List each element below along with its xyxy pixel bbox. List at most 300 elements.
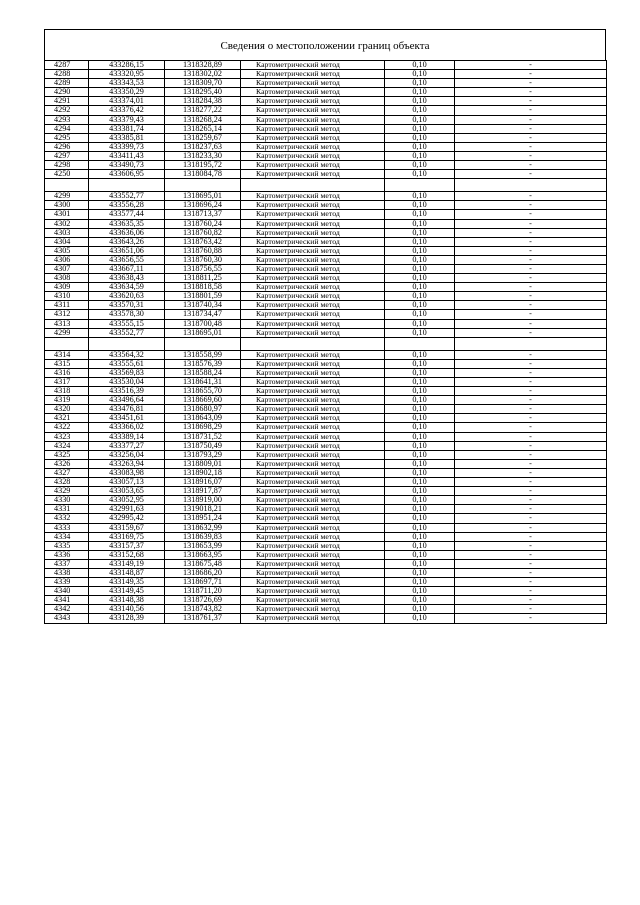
table-row (45, 414, 607, 423)
method-cell: Картометрический метод (241, 505, 385, 514)
method-cell: Картометрический метод (241, 478, 385, 487)
description-cell: - (455, 368, 607, 377)
table-row (45, 210, 607, 219)
point-number-cell: 4325 (45, 450, 89, 459)
method-cell: Картометрический метод (241, 255, 385, 264)
description-cell: - (455, 459, 607, 468)
table-row (45, 142, 607, 151)
x-coordinate-cell: 433530,04 (89, 378, 165, 387)
table-row (45, 201, 607, 210)
accuracy-cell: 0,10 (385, 283, 455, 292)
table-row (45, 450, 607, 459)
method-cell: Картометрический метод (241, 550, 385, 559)
accuracy-cell: 0,10 (385, 505, 455, 514)
description-cell: - (455, 124, 607, 133)
y-coordinate-cell: 1318700,48 (165, 319, 241, 328)
accuracy-cell: 0,10 (385, 237, 455, 246)
table-row (45, 292, 607, 301)
description-cell: - (455, 88, 607, 97)
table-row (45, 487, 607, 496)
accuracy-cell: 0,10 (385, 587, 455, 596)
accuracy-cell: 0,10 (385, 301, 455, 310)
table-row (45, 423, 607, 432)
y-coordinate-cell: 1318818,58 (165, 283, 241, 292)
empty-cell (241, 337, 385, 350)
y-coordinate-cell: 1318951,24 (165, 514, 241, 523)
empty-cell (241, 179, 385, 192)
point-number-cell: 4311 (45, 301, 89, 310)
x-coordinate-cell: 433564,32 (89, 350, 165, 359)
description-cell: - (455, 115, 607, 124)
x-coordinate-cell: 433570,31 (89, 301, 165, 310)
table-row (45, 532, 607, 541)
description-cell: - (455, 587, 607, 596)
table-row (45, 264, 607, 273)
description-cell: - (455, 596, 607, 605)
accuracy-cell: 0,10 (385, 359, 455, 368)
method-cell: Картометрический метод (241, 264, 385, 273)
table-row (45, 328, 607, 337)
description-cell: - (455, 468, 607, 477)
y-coordinate-cell: 1318916,07 (165, 478, 241, 487)
x-coordinate-cell: 433643,26 (89, 237, 165, 246)
accuracy-cell: 0,10 (385, 550, 455, 559)
x-coordinate-cell: 433140,56 (89, 605, 165, 614)
table-row (45, 514, 607, 523)
accuracy-cell: 0,10 (385, 124, 455, 133)
x-coordinate-cell: 433578,30 (89, 310, 165, 319)
x-coordinate-cell: 433343,53 (89, 79, 165, 88)
description-cell: - (455, 237, 607, 246)
table-row (45, 550, 607, 559)
point-number-cell: 4340 (45, 587, 89, 596)
table-row (45, 61, 607, 70)
table-row (45, 368, 607, 377)
point-number-cell: 4324 (45, 441, 89, 450)
y-coordinate-cell: 1318902,18 (165, 468, 241, 477)
description-cell: - (455, 210, 607, 219)
y-coordinate-cell: 1318643,09 (165, 414, 241, 423)
point-number-cell: 4317 (45, 378, 89, 387)
accuracy-cell: 0,10 (385, 228, 455, 237)
method-cell: Картометрический метод (241, 596, 385, 605)
point-number-cell: 4305 (45, 246, 89, 255)
method-cell: Картометрический метод (241, 210, 385, 219)
table-row (45, 505, 607, 514)
description-cell: - (455, 541, 607, 550)
accuracy-cell: 0,10 (385, 568, 455, 577)
description-cell: - (455, 170, 607, 179)
method-cell: Картометрический метод (241, 192, 385, 201)
description-cell: - (455, 246, 607, 255)
accuracy-cell: 0,10 (385, 142, 455, 151)
x-coordinate-cell: 433148,38 (89, 596, 165, 605)
point-number-cell: 4308 (45, 274, 89, 283)
y-coordinate-cell: 1318760,88 (165, 246, 241, 255)
table-row (45, 468, 607, 477)
point-number-cell: 4309 (45, 283, 89, 292)
description-cell: - (455, 378, 607, 387)
table-row (45, 568, 607, 577)
method-cell: Картометрический метод (241, 405, 385, 414)
description-cell: - (455, 142, 607, 151)
empty-cell (455, 337, 607, 350)
table-row (45, 219, 607, 228)
method-cell: Картометрический метод (241, 97, 385, 106)
method-cell: Картометрический метод (241, 559, 385, 568)
accuracy-cell: 0,10 (385, 614, 455, 623)
accuracy-cell: 0,10 (385, 161, 455, 170)
y-coordinate-cell: 1318698,29 (165, 423, 241, 432)
description-cell: - (455, 283, 607, 292)
point-number-cell: 4334 (45, 532, 89, 541)
point-number-cell: 4313 (45, 319, 89, 328)
accuracy-cell: 0,10 (385, 274, 455, 283)
table-row (45, 237, 607, 246)
description-cell: - (455, 192, 607, 201)
y-coordinate-cell: 1318259,67 (165, 133, 241, 142)
accuracy-cell: 0,10 (385, 414, 455, 423)
y-coordinate-cell: 1318302,02 (165, 70, 241, 79)
accuracy-cell: 0,10 (385, 450, 455, 459)
accuracy-cell: 0,10 (385, 605, 455, 614)
point-number-cell: 4292 (45, 106, 89, 115)
description-cell: - (455, 79, 607, 88)
point-number-cell: 4299 (45, 192, 89, 201)
accuracy-cell: 0,10 (385, 459, 455, 468)
point-number-cell: 4338 (45, 568, 89, 577)
method-cell: Картометрический метод (241, 61, 385, 70)
table-row (45, 228, 607, 237)
description-cell: - (455, 532, 607, 541)
accuracy-cell: 0,10 (385, 559, 455, 568)
document-page (44, 29, 606, 624)
point-number-cell: 4328 (45, 478, 89, 487)
method-cell: Картометрический метод (241, 301, 385, 310)
accuracy-cell: 0,10 (385, 532, 455, 541)
separator-row (45, 179, 607, 192)
method-cell: Картометрический метод (241, 614, 385, 623)
accuracy-cell: 0,10 (385, 319, 455, 328)
accuracy-cell: 0,10 (385, 210, 455, 219)
table-row (45, 459, 607, 468)
y-coordinate-cell: 1318740,34 (165, 301, 241, 310)
x-coordinate-cell: 433667,11 (89, 264, 165, 273)
accuracy-cell: 0,10 (385, 387, 455, 396)
description-cell: - (455, 578, 607, 587)
y-coordinate-cell: 1318760,24 (165, 219, 241, 228)
method-cell: Картометрический метод (241, 396, 385, 405)
x-coordinate-cell: 433490,73 (89, 161, 165, 170)
description-cell: - (455, 450, 607, 459)
method-cell: Картометрический метод (241, 487, 385, 496)
point-number-cell: 4297 (45, 151, 89, 160)
empty-cell (385, 337, 455, 350)
x-coordinate-cell: 433374,01 (89, 97, 165, 106)
accuracy-cell: 0,10 (385, 596, 455, 605)
point-number-cell: 4339 (45, 578, 89, 587)
y-coordinate-cell: 1319018,21 (165, 505, 241, 514)
x-coordinate-cell: 433379,43 (89, 115, 165, 124)
table-row (45, 614, 607, 623)
method-cell: Картометрический метод (241, 523, 385, 532)
method-cell: Картометрический метод (241, 459, 385, 468)
table-row (45, 587, 607, 596)
table-row (45, 246, 607, 255)
accuracy-cell: 0,10 (385, 201, 455, 210)
y-coordinate-cell: 1318632,99 (165, 523, 241, 532)
method-cell: Картометрический метод (241, 88, 385, 97)
description-cell: - (455, 550, 607, 559)
description-cell: - (455, 505, 607, 514)
y-coordinate-cell: 1318295,40 (165, 88, 241, 97)
x-coordinate-cell: 433634,59 (89, 283, 165, 292)
description-cell: - (455, 396, 607, 405)
point-number-cell: 4331 (45, 505, 89, 514)
y-coordinate-cell: 1318743,82 (165, 605, 241, 614)
method-cell: Картометрический метод (241, 541, 385, 550)
point-number-cell: 4320 (45, 405, 89, 414)
description-cell: - (455, 301, 607, 310)
y-coordinate-cell: 1318328,89 (165, 61, 241, 70)
point-number-cell: 4332 (45, 514, 89, 523)
table-row (45, 441, 607, 450)
description-cell: - (455, 264, 607, 273)
x-coordinate-cell: 433451,61 (89, 414, 165, 423)
y-coordinate-cell: 1318237,63 (165, 142, 241, 151)
accuracy-cell: 0,10 (385, 514, 455, 523)
x-coordinate-cell: 433149,45 (89, 587, 165, 596)
point-number-cell: 4333 (45, 523, 89, 532)
point-number-cell: 4290 (45, 88, 89, 97)
method-cell: Картометрический метод (241, 219, 385, 228)
method-cell: Картометрический метод (241, 532, 385, 541)
boundary-points-table (44, 60, 607, 624)
point-number-cell: 4322 (45, 423, 89, 432)
y-coordinate-cell: 1318761,37 (165, 614, 241, 623)
table-row (45, 70, 607, 79)
description-cell: - (455, 387, 607, 396)
accuracy-cell: 0,10 (385, 350, 455, 359)
y-coordinate-cell: 1318696,24 (165, 201, 241, 210)
x-coordinate-cell: 433636,06 (89, 228, 165, 237)
point-number-cell: 4299 (45, 328, 89, 337)
x-coordinate-cell: 433149,35 (89, 578, 165, 587)
x-coordinate-cell: 433149,19 (89, 559, 165, 568)
table-row (45, 319, 607, 328)
y-coordinate-cell: 1318639,83 (165, 532, 241, 541)
y-coordinate-cell: 1318734,47 (165, 310, 241, 319)
method-cell: Картометрический метод (241, 468, 385, 477)
method-cell: Картометрический метод (241, 328, 385, 337)
x-coordinate-cell: 432991,63 (89, 505, 165, 514)
table-body (45, 61, 607, 624)
point-number-cell: 4335 (45, 541, 89, 550)
x-coordinate-cell: 433366,02 (89, 423, 165, 432)
description-cell: - (455, 133, 607, 142)
point-number-cell: 4341 (45, 596, 89, 605)
accuracy-cell: 0,10 (385, 487, 455, 496)
point-number-cell: 4342 (45, 605, 89, 614)
description-cell: - (455, 161, 607, 170)
accuracy-cell: 0,10 (385, 88, 455, 97)
method-cell: Картометрический метод (241, 496, 385, 505)
method-cell: Картометрический метод (241, 568, 385, 577)
description-cell: - (455, 201, 607, 210)
x-coordinate-cell: 433569,83 (89, 368, 165, 377)
y-coordinate-cell: 1318811,25 (165, 274, 241, 283)
method-cell: Картометрический метод (241, 106, 385, 115)
description-cell: - (455, 151, 607, 160)
point-number-cell: 4319 (45, 396, 89, 405)
accuracy-cell: 0,10 (385, 70, 455, 79)
description-cell: - (455, 487, 607, 496)
x-coordinate-cell: 433555,61 (89, 359, 165, 368)
description-cell: - (455, 274, 607, 283)
accuracy-cell: 0,10 (385, 106, 455, 115)
accuracy-cell: 0,10 (385, 432, 455, 441)
point-number-cell: 4306 (45, 255, 89, 264)
x-coordinate-cell: 433083,98 (89, 468, 165, 477)
accuracy-cell: 0,10 (385, 468, 455, 477)
description-cell: - (455, 441, 607, 450)
point-number-cell: 4302 (45, 219, 89, 228)
accuracy-cell: 0,10 (385, 170, 455, 179)
x-coordinate-cell: 433376,42 (89, 106, 165, 115)
accuracy-cell: 0,10 (385, 255, 455, 264)
x-coordinate-cell: 433057,13 (89, 478, 165, 487)
point-number-cell: 4314 (45, 350, 89, 359)
description-cell: - (455, 328, 607, 337)
y-coordinate-cell: 1318763,42 (165, 237, 241, 246)
accuracy-cell: 0,10 (385, 151, 455, 160)
table-row (45, 115, 607, 124)
table-row (45, 310, 607, 319)
method-cell: Картометрический метод (241, 378, 385, 387)
method-cell: Картометрический метод (241, 133, 385, 142)
point-number-cell: 4343 (45, 614, 89, 623)
x-coordinate-cell: 433381,74 (89, 124, 165, 133)
x-coordinate-cell: 433496,64 (89, 396, 165, 405)
table-row (45, 396, 607, 405)
table-row (45, 274, 607, 283)
method-cell: Картометрический метод (241, 79, 385, 88)
accuracy-cell: 0,10 (385, 246, 455, 255)
separator-row (45, 337, 607, 350)
point-number-cell: 4318 (45, 387, 89, 396)
x-coordinate-cell: 433157,37 (89, 541, 165, 550)
table-row (45, 496, 607, 505)
point-number-cell: 4301 (45, 210, 89, 219)
x-coordinate-cell: 433053,65 (89, 487, 165, 496)
x-coordinate-cell: 433389,14 (89, 432, 165, 441)
x-coordinate-cell: 433350,29 (89, 88, 165, 97)
point-number-cell: 4315 (45, 359, 89, 368)
table-row (45, 88, 607, 97)
point-number-cell: 4323 (45, 432, 89, 441)
point-number-cell: 4330 (45, 496, 89, 505)
method-cell: Картометрический метод (241, 124, 385, 133)
accuracy-cell: 0,10 (385, 61, 455, 70)
method-cell: Картометрический метод (241, 115, 385, 124)
x-coordinate-cell: 433516,39 (89, 387, 165, 396)
description-cell: - (455, 292, 607, 301)
description-cell: - (455, 61, 607, 70)
y-coordinate-cell: 1318731,52 (165, 432, 241, 441)
table-row (45, 578, 607, 587)
accuracy-cell: 0,10 (385, 79, 455, 88)
accuracy-cell: 0,10 (385, 378, 455, 387)
method-cell: Картометрический метод (241, 201, 385, 210)
x-coordinate-cell: 433320,95 (89, 70, 165, 79)
x-coordinate-cell: 433476,81 (89, 405, 165, 414)
description-cell: - (455, 97, 607, 106)
description-cell: - (455, 496, 607, 505)
table-row (45, 124, 607, 133)
y-coordinate-cell: 1318809,01 (165, 459, 241, 468)
y-coordinate-cell: 1318268,24 (165, 115, 241, 124)
point-number-cell: 4303 (45, 228, 89, 237)
accuracy-cell: 0,10 (385, 192, 455, 201)
table-row (45, 359, 607, 368)
accuracy-cell: 0,10 (385, 496, 455, 505)
y-coordinate-cell: 1318675,48 (165, 559, 241, 568)
y-coordinate-cell: 1318588,24 (165, 368, 241, 377)
y-coordinate-cell: 1318695,01 (165, 328, 241, 337)
method-cell: Картометрический метод (241, 432, 385, 441)
point-number-cell: 4293 (45, 115, 89, 124)
table-row (45, 605, 607, 614)
point-number-cell: 4295 (45, 133, 89, 142)
accuracy-cell: 0,10 (385, 219, 455, 228)
y-coordinate-cell: 1318277,22 (165, 106, 241, 115)
description-cell: - (455, 523, 607, 532)
method-cell: Картометрический метод (241, 319, 385, 328)
table-row (45, 161, 607, 170)
empty-cell (45, 179, 89, 192)
accuracy-cell: 0,10 (385, 405, 455, 414)
accuracy-cell: 0,10 (385, 541, 455, 550)
accuracy-cell: 0,10 (385, 328, 455, 337)
table-row (45, 255, 607, 264)
method-cell: Картометрический метод (241, 414, 385, 423)
y-coordinate-cell: 1318686,20 (165, 568, 241, 577)
description-cell: - (455, 228, 607, 237)
table-row (45, 541, 607, 550)
y-coordinate-cell: 1318793,29 (165, 450, 241, 459)
method-cell: Картометрический метод (241, 359, 385, 368)
x-coordinate-cell: 433552,77 (89, 328, 165, 337)
method-cell: Картометрический метод (241, 151, 385, 160)
y-coordinate-cell: 1318084,78 (165, 170, 241, 179)
accuracy-cell: 0,10 (385, 97, 455, 106)
point-number-cell: 4326 (45, 459, 89, 468)
accuracy-cell: 0,10 (385, 423, 455, 432)
x-coordinate-cell: 433620,63 (89, 292, 165, 301)
description-cell: - (455, 350, 607, 359)
y-coordinate-cell: 1318195,72 (165, 161, 241, 170)
table-row (45, 301, 607, 310)
empty-cell (455, 179, 607, 192)
x-coordinate-cell: 433651,06 (89, 246, 165, 255)
method-cell: Картометрический метод (241, 161, 385, 170)
accuracy-cell: 0,10 (385, 578, 455, 587)
description-cell: - (455, 310, 607, 319)
x-coordinate-cell: 433159,67 (89, 523, 165, 532)
y-coordinate-cell: 1318756,55 (165, 264, 241, 273)
point-number-cell: 4336 (45, 550, 89, 559)
description-cell: - (455, 255, 607, 264)
